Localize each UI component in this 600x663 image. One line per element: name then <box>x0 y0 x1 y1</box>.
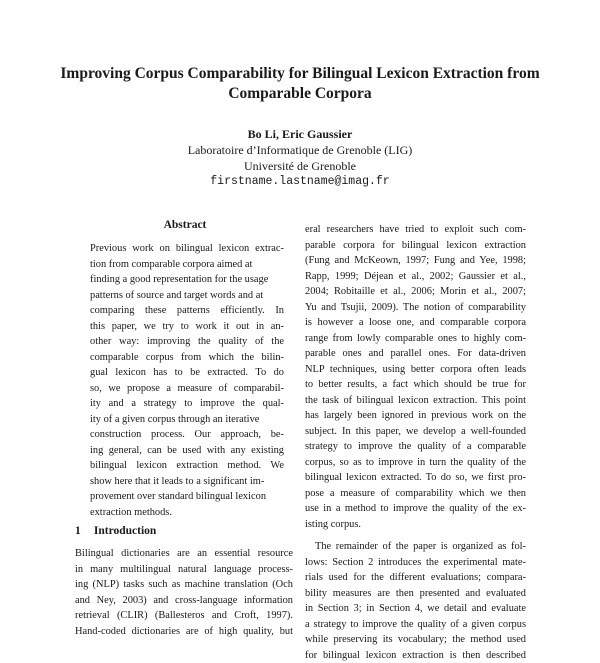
title-line-1: Improving Corpus Comparability for Bilingual Lexicon Extraction from <box>40 64 560 84</box>
right-column-line: NLP techniques, using better corpora often leads <box>305 362 526 378</box>
affiliation-university: Université de Grenoble <box>100 158 500 175</box>
intro-line: Bilingual dictionaries are an essential resource <box>75 546 293 562</box>
right-column-line: use in a method to improve the quality of the ex- <box>305 501 526 517</box>
right-column-line: corpus, so as to improve in turn the quality of the <box>305 455 526 471</box>
title-line-2: Comparable Corpora <box>40 84 560 104</box>
abstract-line: comparing these patterns efficiently. In <box>90 303 284 319</box>
right-column-line: rials used for the different evaluations; compara- <box>305 570 526 586</box>
abstract-line: extraction methods. <box>90 505 284 521</box>
abstract-line: Previous work on bilingual lexicon extrac- <box>90 241 284 257</box>
abstract-line: ity of a given corpus through an iterative <box>90 412 284 428</box>
intro-line: in many multilingual natural language process- <box>75 562 293 578</box>
right-column-line: lows: Section 2 introduces the experimental mate- <box>305 555 526 571</box>
abstract-line: patterns of source and target words and at <box>90 288 284 304</box>
abstract-line: gual lexicon has to be extracted. To do <box>90 365 284 381</box>
right-column-line: (Fung and McKeown, 1997; Fung and Yee, 1998; <box>305 253 526 269</box>
right-column-line: to better results, a fact which should be true for <box>305 377 526 393</box>
abstract-line: finding a good representation for the usage <box>90 272 284 288</box>
right-column-line: bility measures are then presented and evaluated <box>305 586 526 602</box>
abstract-line: tion from comparable corpora aimed at <box>90 257 284 273</box>
abstract-body <box>90 241 284 520</box>
right-column-line: The remainder of the paper is organized as fol- <box>305 539 526 555</box>
section-title: Introduction <box>94 525 156 537</box>
abstract-line: ing general, can be used with any existing <box>90 443 284 459</box>
right-column-line: bilingual lexicon extracted. To do so, we first pro- <box>305 470 526 486</box>
right-column-line: 2004; Robitaille et al., 2006; Morin et al., 2007; <box>305 284 526 300</box>
right-column-line: strategy to improve the quality of a comparable <box>305 439 526 455</box>
right-column-line: Yu and Tsujii, 2009). The notion of comparability <box>305 300 526 316</box>
intro-line: retrieval (CLIR) (Ballesteros and Croft, 1997). <box>75 608 293 624</box>
right-column-line: while preserving its vocabulary; the method used <box>305 632 526 648</box>
abstract-line: construction process. Our approach, be- <box>90 427 284 443</box>
right-column-line: range from lowly comparable ones to highly com- <box>305 331 526 347</box>
right-column-line: Rapp, 1999; Déjean et al., 2002; Gaussier et al., <box>305 269 526 285</box>
right-column-line: isting corpus. <box>305 517 526 533</box>
right-column-line: a strategy to improve the quality of a given corpus <box>305 617 526 633</box>
section-heading-introduction <box>75 525 295 537</box>
abstract-heading: Abstract <box>75 219 295 231</box>
right-column-line: in Section 3; in Section 4, we detail and evaluate <box>305 601 526 617</box>
abstract-line: other way: improving the quality of the <box>90 334 284 350</box>
abstract-line: provement over standard bilingual lexicon <box>90 489 284 505</box>
abstract-line: bilingual lexicon extraction method. We <box>90 458 284 474</box>
right-column-line: parable ones and parallel ones. For data-driven <box>305 346 526 362</box>
author-email: firstname.lastname@imag.fr <box>100 173 500 190</box>
paper-title <box>40 64 560 104</box>
right-column-line: is however a loose one, and comparable corpora <box>305 315 526 331</box>
right-column-line: for bilingual lexicon extraction is then described <box>305 648 526 663</box>
intro-line: and Ney, 2003) and cross-language information <box>75 593 293 609</box>
affiliation-lab: Laboratoire d’Informatique de Grenoble (LIG) <box>100 142 500 159</box>
abstract-line: ity and a strategy to improve the qual- <box>90 396 284 412</box>
abstract-line: so, we propose a measure of comparabil- <box>90 381 284 397</box>
abstract-line: comparable corpus from which the bilin- <box>90 350 284 366</box>
section-number: 1 <box>75 525 91 537</box>
right-column-line: pose a measure of comparability which we then <box>305 486 526 502</box>
abstract-line: show here that it leads to a significant im- <box>90 474 284 490</box>
abstract-line: this paper, we try to work it out in an- <box>90 319 284 335</box>
introduction-body <box>75 546 293 639</box>
author-names: Bo Li, Eric Gaussier <box>100 126 500 143</box>
paragraph-gap <box>305 532 526 539</box>
right-column-line: parable corpora for bilingual lexicon extraction <box>305 238 526 254</box>
right-column-line: the task of bilingual lexicon extraction. This point <box>305 393 526 409</box>
intro-line: Hand-coded dictionaries are of high quality, but <box>75 624 293 640</box>
right-column-line: has largely been ignored in previous work on the <box>305 408 526 424</box>
intro-line: ing (NLP) tasks such as machine translation (Och <box>75 577 293 593</box>
right-column-line: eral researchers have tried to exploit such com- <box>305 222 526 238</box>
right-column-body <box>305 222 526 663</box>
right-column-line: subject. In this paper, we develop a well-founded <box>305 424 526 440</box>
